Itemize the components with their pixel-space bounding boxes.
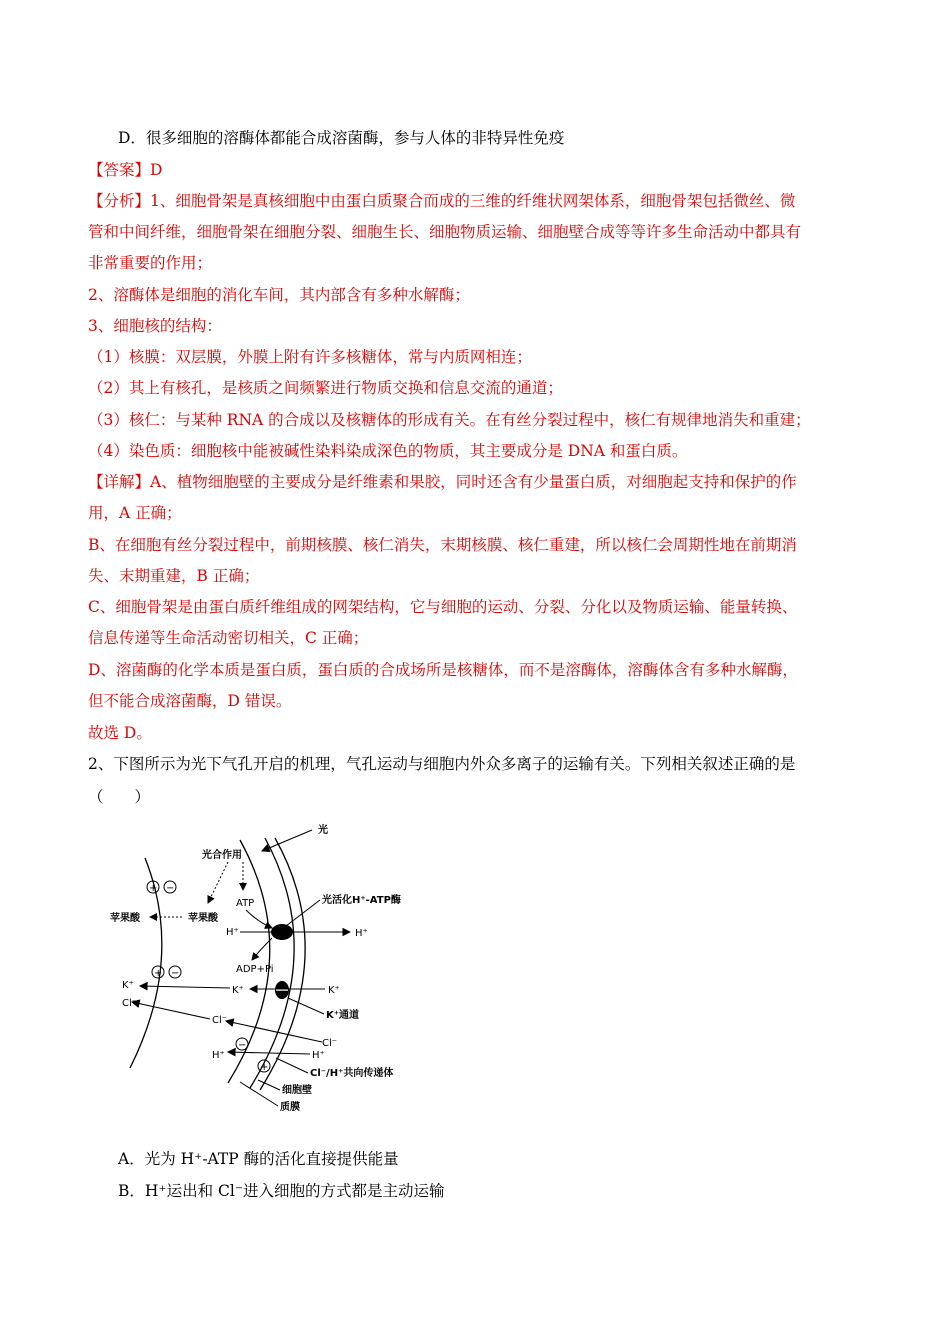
h-atpase-label: 光活化H⁺-ATP酶: [322, 895, 401, 906]
svg-text:+: +: [154, 968, 163, 979]
light-arrow: [262, 830, 312, 851]
svg-text:−: −: [166, 883, 175, 894]
text-line: 【答案】D: [88, 161, 163, 179]
light-label: 光: [318, 825, 328, 836]
h-in-label: H⁺: [226, 927, 239, 938]
adp-label: ADP+Pi: [236, 964, 274, 975]
text-line: C、细胞骨架是由蛋白质纤维组成的网架结构，它与细胞的运动、分裂、分化以及物质运输、能量转换、: [88, 598, 798, 616]
text-line: 信息传递等生命活动密切相关，C 正确；: [88, 629, 369, 647]
text-line: （4）染色质：细胞核中能被碱性染料染成深色的物质，其主要成分是 DNA 和蛋白质。: [88, 442, 688, 460]
cell-wall-label: 细胞壁: [282, 1085, 312, 1096]
cl-right-label: Cl⁻: [322, 1038, 338, 1049]
h-out-label: H⁺: [355, 928, 368, 939]
k-channel-label: K⁺通道: [326, 1010, 360, 1021]
text-line: 用，A 正确；: [88, 504, 182, 522]
text-line: 3、细胞核的结构：: [88, 317, 222, 335]
text-line: （1）核膜：双层膜，外膜上附有许多核糖体，常与内质网相连；: [88, 348, 532, 366]
text-line: 故选 D。: [88, 724, 152, 742]
k-mid-label: K⁺: [232, 985, 244, 996]
k-right-label: K⁺: [328, 985, 340, 996]
text-line: 2、下图所示为光下气孔开启的机理，气孔运动与细胞内外众多离子的运输有关。下列相关叙述正确的是: [88, 755, 796, 773]
malate-outer-label: 苹果酸: [110, 913, 140, 924]
text-line: （3）核仁：与某种 RNA 的合成以及核糖体的形成有关。在有丝分裂过程中，核仁有规律地消失和重建；: [88, 411, 811, 429]
text-line: 【详解】A、植物细胞壁的主要成分是纤维素和果胶，同时还含有少量蛋白质，对细胞起支持和保护的作: [88, 473, 797, 491]
svg-text:+: +: [149, 883, 158, 894]
cl-mid-label: Cl⁻: [212, 1015, 228, 1026]
text-line: 失、末期重建，B 正确；: [88, 567, 260, 585]
membrane-arc: [228, 840, 270, 1083]
h-right2-label: H⁺: [312, 1050, 325, 1061]
svg-text:−: −: [171, 968, 180, 979]
text-line: （ ）: [88, 788, 151, 806]
svg-text:+: +: [260, 1062, 269, 1073]
text-line: 2、溶酶体是细胞的消化车间，其内部含有多种水解酶；: [88, 286, 470, 304]
cl-left-label: Cl⁻: [122, 998, 138, 1009]
stomata-mechanism-diagram: [100, 818, 460, 1118]
malate-inner-label: 苹果酸: [188, 913, 218, 924]
k-left-label: K⁺: [122, 980, 134, 991]
text-line: 非常重要的作用；: [88, 254, 213, 272]
atp-label: ATP: [236, 898, 255, 909]
h-left2-label: H⁺: [212, 1050, 225, 1061]
text-line: B、在细胞有丝分裂过程中，前期核膜、核仁消失，末期核膜、核仁重建，所以核仁会周期性地在前期消: [88, 536, 797, 554]
text-line: （2）其上有核孔，是核质之间频繁进行物质交换和信息交流的通道；: [88, 379, 563, 397]
text-line: 【分析】1、细胞骨架是真核细胞中由蛋白质聚合而成的三维的纤维状网架体系，细胞骨架包括微丝、微: [88, 192, 796, 210]
text-line: D．很多细胞的溶酶体都能合成溶菌酶，参与人体的非特异性免疫: [118, 129, 565, 147]
membrane-label: 质膜: [280, 1102, 300, 1113]
text-line: 管和中间纤维，细胞骨架在细胞分裂、细胞生长、细胞物质运输、细胞壁合成等等许多生命活动中都具有: [88, 223, 802, 241]
text-line: D、溶菌酶的化学本质是蛋白质，蛋白质的合成场所是核糖体，而不是溶酶体，溶酶体含有多种水解酶，: [88, 661, 798, 679]
option-item: B．H⁺运出和 Cl⁻进入细胞的方式都是主动运输: [118, 1182, 445, 1200]
text-line: 但不能合成溶菌酶，D 错误。: [88, 692, 292, 710]
photosynthesis-label: 光合作用: [202, 850, 242, 861]
svg-text:−: −: [238, 1040, 247, 1051]
option-item: A．光为 H⁺-ATP 酶的活化直接提供能量: [118, 1150, 399, 1168]
symporter-label: Cl⁻/H⁺共向传递体: [310, 1068, 394, 1079]
